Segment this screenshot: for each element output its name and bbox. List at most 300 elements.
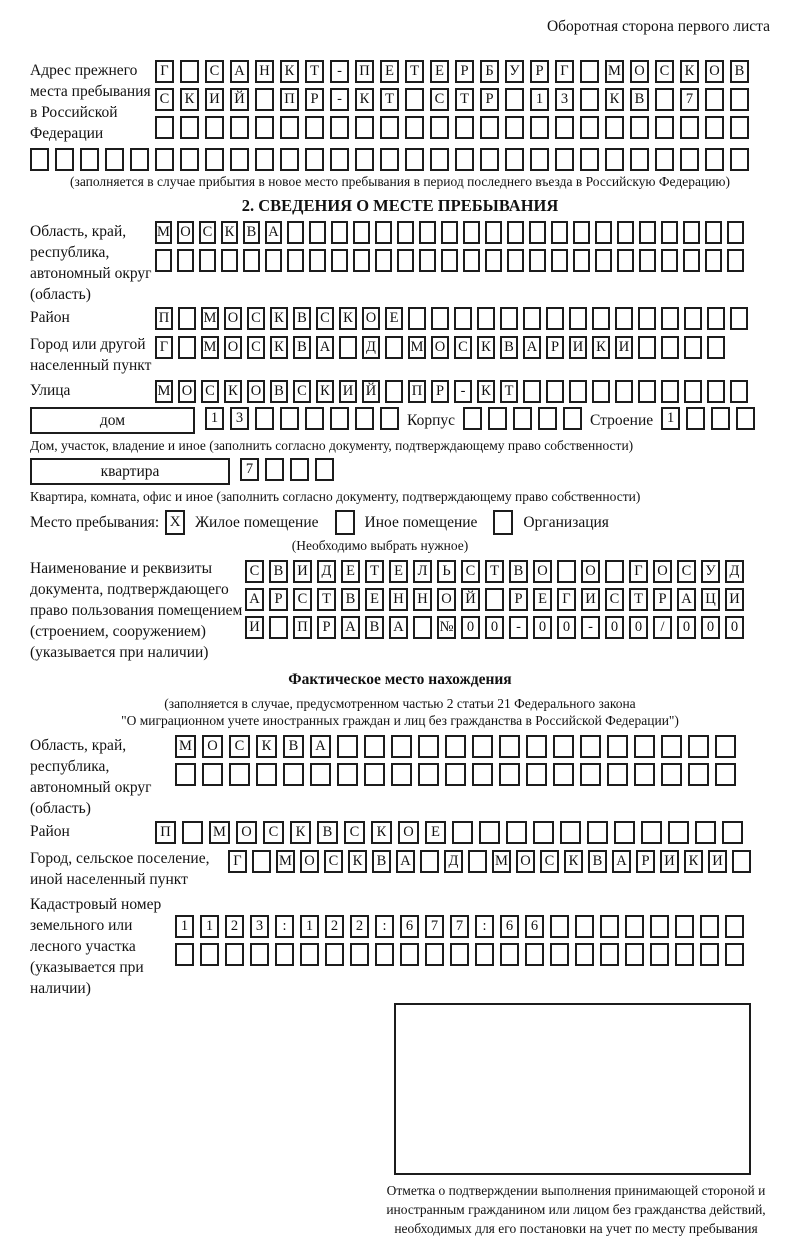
form-cell[interactable] [479, 821, 500, 844]
form-cell[interactable] [563, 407, 582, 430]
form-cell[interactable] [355, 407, 374, 430]
form-cell[interactable] [695, 821, 716, 844]
form-cell[interactable]: С [199, 221, 216, 244]
form-cell[interactable]: В [269, 560, 288, 583]
form-cell[interactable]: А [396, 850, 415, 873]
form-cell[interactable] [688, 763, 709, 786]
form-cell[interactable] [680, 148, 699, 171]
form-cell[interactable] [200, 943, 219, 966]
form-cell[interactable]: П [293, 616, 312, 639]
form-cell[interactable] [683, 249, 700, 272]
form-cell[interactable] [560, 821, 581, 844]
form-cell[interactable] [252, 850, 271, 873]
form-cell[interactable] [305, 116, 324, 139]
form-cell[interactable] [715, 735, 736, 758]
form-cell[interactable]: Т [455, 88, 474, 111]
form-cell[interactable]: С [316, 307, 334, 330]
form-cell[interactable]: О [533, 560, 552, 583]
form-cell[interactable]: 0 [677, 616, 696, 639]
form-cell[interactable] [205, 148, 224, 171]
form-cell[interactable]: Д [317, 560, 336, 583]
form-cell[interactable] [445, 735, 466, 758]
form-cell[interactable] [638, 380, 656, 403]
form-cell[interactable] [419, 221, 436, 244]
form-cell[interactable]: С [605, 588, 624, 611]
form-cell[interactable]: 3 [250, 915, 269, 938]
form-cell[interactable] [705, 116, 724, 139]
form-cell[interactable]: П [408, 380, 426, 403]
form-cell[interactable] [178, 336, 196, 359]
form-cell[interactable]: Р [305, 88, 324, 111]
form-cell[interactable] [385, 380, 403, 403]
form-cell[interactable] [625, 943, 644, 966]
form-cell[interactable] [255, 407, 274, 430]
form-cell[interactable] [375, 221, 392, 244]
form-cell[interactable]: И [581, 588, 600, 611]
form-cell[interactable]: П [280, 88, 299, 111]
form-cell[interactable] [569, 307, 587, 330]
form-cell[interactable]: - [330, 88, 349, 111]
form-cell[interactable]: А [523, 336, 541, 359]
form-cell[interactable]: 3 [230, 407, 249, 430]
form-cell[interactable] [688, 735, 709, 758]
form-cell[interactable]: 7 [450, 915, 469, 938]
form-cell[interactable] [605, 116, 624, 139]
form-cell[interactable] [700, 943, 719, 966]
form-cell[interactable]: 1 [205, 407, 224, 430]
form-cell[interactable] [472, 735, 493, 758]
form-cell[interactable]: 7 [240, 458, 259, 481]
form-cell[interactable]: А [310, 735, 331, 758]
form-cell[interactable] [580, 116, 599, 139]
form-cell[interactable]: А [341, 616, 360, 639]
form-cell[interactable] [526, 763, 547, 786]
form-cell[interactable]: О [516, 850, 535, 873]
form-cell[interactable]: Г [228, 850, 247, 873]
form-cell[interactable]: У [701, 560, 720, 583]
form-cell[interactable]: / [653, 616, 672, 639]
form-cell[interactable] [580, 735, 601, 758]
form-cell[interactable] [283, 763, 304, 786]
form-cell[interactable] [309, 249, 326, 272]
form-cell[interactable]: М [155, 380, 173, 403]
form-cell[interactable]: Е [430, 60, 449, 83]
form-cell[interactable] [705, 148, 724, 171]
form-cell[interactable]: С [245, 560, 264, 583]
form-cell[interactable]: К [224, 380, 242, 403]
form-cell[interactable] [592, 307, 610, 330]
form-cell[interactable] [661, 307, 679, 330]
form-cell[interactable] [650, 915, 669, 938]
form-cell[interactable]: Д [444, 850, 463, 873]
form-cell[interactable]: И [708, 850, 727, 873]
form-cell[interactable] [661, 763, 682, 786]
form-cell[interactable] [280, 148, 299, 171]
form-cell[interactable]: Н [389, 588, 408, 611]
form-cell[interactable] [715, 763, 736, 786]
form-cell[interactable] [397, 221, 414, 244]
form-cell[interactable] [380, 116, 399, 139]
form-cell[interactable] [707, 336, 725, 359]
form-cell[interactable]: Е [425, 821, 446, 844]
form-cell[interactable] [553, 735, 574, 758]
form-cell[interactable] [400, 943, 419, 966]
form-cell[interactable] [655, 148, 674, 171]
form-cell[interactable]: В [270, 380, 288, 403]
form-cell[interactable]: О [581, 560, 600, 583]
form-cell[interactable] [331, 221, 348, 244]
form-cell[interactable]: В [317, 821, 338, 844]
form-cell[interactable]: 0 [485, 616, 504, 639]
form-cell[interactable] [505, 88, 524, 111]
form-cell[interactable]: 0 [557, 616, 576, 639]
form-cell[interactable] [468, 850, 487, 873]
form-cell[interactable] [408, 307, 426, 330]
form-cell[interactable]: И [615, 336, 633, 359]
form-cell[interactable] [600, 915, 619, 938]
form-cell[interactable]: А [677, 588, 696, 611]
form-cell[interactable]: 0 [461, 616, 480, 639]
form-cell[interactable]: И [569, 336, 587, 359]
form-cell[interactable] [391, 735, 412, 758]
form-cell[interactable]: С [540, 850, 559, 873]
form-cell[interactable] [614, 821, 635, 844]
form-cell[interactable] [580, 60, 599, 83]
form-cell[interactable] [269, 616, 288, 639]
form-cell[interactable] [485, 588, 504, 611]
form-cell[interactable] [375, 249, 392, 272]
form-cell[interactable] [684, 336, 702, 359]
form-cell[interactable]: 1 [175, 915, 194, 938]
form-cell[interactable]: В [372, 850, 391, 873]
form-cell[interactable]: Р [636, 850, 655, 873]
form-cell[interactable] [546, 380, 564, 403]
form-cell[interactable]: К [270, 307, 288, 330]
form-cell[interactable] [553, 763, 574, 786]
form-cell[interactable]: Т [365, 560, 384, 583]
form-cell[interactable]: Т [485, 560, 504, 583]
form-cell[interactable]: 1 [661, 407, 680, 430]
form-cell[interactable]: : [375, 915, 394, 938]
form-cell[interactable] [533, 821, 554, 844]
form-cell[interactable] [580, 763, 601, 786]
form-cell[interactable]: 1 [530, 88, 549, 111]
form-cell[interactable]: К [564, 850, 583, 873]
form-cell[interactable]: К [680, 60, 699, 83]
form-cell[interactable]: П [155, 307, 173, 330]
form-cell[interactable]: № [437, 616, 456, 639]
form-cell[interactable] [463, 221, 480, 244]
form-cell[interactable]: Е [365, 588, 384, 611]
form-cell[interactable] [725, 915, 744, 938]
form-cell[interactable] [615, 307, 633, 330]
form-cell[interactable]: О [177, 221, 194, 244]
form-cell[interactable] [256, 763, 277, 786]
form-cell[interactable] [355, 148, 374, 171]
form-cell[interactable] [315, 458, 334, 481]
form-cell[interactable]: С [344, 821, 365, 844]
form-cell[interactable] [202, 763, 223, 786]
form-cell[interactable]: К [339, 307, 357, 330]
form-cell[interactable] [505, 116, 524, 139]
form-cell[interactable]: С [229, 735, 250, 758]
form-cell[interactable]: М [201, 307, 219, 330]
form-cell[interactable] [638, 336, 656, 359]
form-cell[interactable]: Л [413, 560, 432, 583]
form-cell[interactable] [630, 148, 649, 171]
form-cell[interactable] [405, 148, 424, 171]
form-cell[interactable] [575, 915, 594, 938]
form-cell[interactable] [180, 148, 199, 171]
form-cell[interactable]: 0 [701, 616, 720, 639]
form-cell[interactable] [707, 307, 725, 330]
form-cell[interactable] [634, 763, 655, 786]
form-cell[interactable] [617, 221, 634, 244]
form-cell[interactable] [155, 148, 174, 171]
form-cell[interactable]: Г [155, 336, 173, 359]
form-cell[interactable] [546, 307, 564, 330]
form-cell[interactable] [727, 249, 744, 272]
form-cell[interactable]: О [431, 336, 449, 359]
form-cell[interactable] [330, 116, 349, 139]
form-cell[interactable]: И [725, 588, 744, 611]
form-cell[interactable]: К [280, 60, 299, 83]
form-cell[interactable] [330, 407, 349, 430]
form-cell[interactable] [425, 943, 444, 966]
form-cell[interactable] [705, 88, 724, 111]
form-cell[interactable]: О [705, 60, 724, 83]
form-cell[interactable]: А [265, 221, 282, 244]
form-cell[interactable]: 0 [629, 616, 648, 639]
form-cell[interactable] [600, 943, 619, 966]
form-cell[interactable] [250, 943, 269, 966]
form-cell[interactable]: К [592, 336, 610, 359]
form-cell[interactable] [280, 407, 299, 430]
form-cell[interactable] [175, 763, 196, 786]
form-cell[interactable]: В [730, 60, 749, 83]
form-cell[interactable] [595, 221, 612, 244]
form-cell[interactable] [230, 148, 249, 171]
form-cell[interactable]: В [588, 850, 607, 873]
form-cell[interactable] [661, 249, 678, 272]
form-cell[interactable] [275, 943, 294, 966]
form-cell[interactable]: Р [530, 60, 549, 83]
form-cell[interactable] [550, 943, 569, 966]
form-cell[interactable]: 2 [325, 915, 344, 938]
form-cell[interactable] [405, 88, 424, 111]
form-cell[interactable] [385, 336, 403, 359]
form-cell[interactable]: Т [629, 588, 648, 611]
form-cell[interactable]: 6 [525, 915, 544, 938]
form-cell[interactable] [592, 380, 610, 403]
form-cell[interactable] [405, 116, 424, 139]
form-cell[interactable] [337, 735, 358, 758]
form-cell[interactable]: : [475, 915, 494, 938]
form-cell[interactable] [280, 116, 299, 139]
form-cell[interactable] [353, 221, 370, 244]
form-cell[interactable] [580, 88, 599, 111]
form-cell[interactable] [639, 221, 656, 244]
form-cell[interactable]: Д [362, 336, 380, 359]
form-cell[interactable]: К [221, 221, 238, 244]
form-cell[interactable] [686, 407, 705, 430]
form-cell[interactable] [452, 821, 473, 844]
form-cell[interactable]: А [389, 616, 408, 639]
form-cell[interactable] [625, 915, 644, 938]
form-cell[interactable]: О [398, 821, 419, 844]
form-cell[interactable]: И [339, 380, 357, 403]
form-cell[interactable]: - [330, 60, 349, 83]
form-cell[interactable] [507, 249, 524, 272]
form-cell[interactable] [353, 249, 370, 272]
form-cell[interactable] [155, 116, 174, 139]
form-cell[interactable] [485, 249, 502, 272]
form-cell[interactable] [727, 221, 744, 244]
form-cell[interactable]: - [454, 380, 472, 403]
form-cell[interactable] [507, 221, 524, 244]
form-cell[interactable] [485, 221, 502, 244]
form-cell[interactable]: В [283, 735, 304, 758]
form-cell[interactable] [513, 407, 532, 430]
form-cell[interactable]: О [224, 307, 242, 330]
form-cell[interactable]: К [477, 380, 495, 403]
form-cell[interactable] [506, 821, 527, 844]
form-cell[interactable] [730, 148, 749, 171]
form-cell[interactable] [480, 116, 499, 139]
form-cell[interactable]: А [316, 336, 334, 359]
form-cell[interactable]: 2 [350, 915, 369, 938]
form-cell[interactable] [413, 616, 432, 639]
form-cell[interactable] [178, 307, 196, 330]
form-cell[interactable] [529, 221, 546, 244]
form-cell[interactable]: Т [305, 60, 324, 83]
form-cell[interactable] [725, 943, 744, 966]
form-cell[interactable]: Т [500, 380, 518, 403]
form-cell[interactable] [605, 560, 624, 583]
form-cell[interactable] [230, 116, 249, 139]
form-cell[interactable] [538, 407, 557, 430]
form-cell[interactable]: Н [255, 60, 274, 83]
form-cell[interactable]: 0 [605, 616, 624, 639]
form-cell[interactable] [707, 380, 725, 403]
form-cell[interactable] [475, 943, 494, 966]
form-cell[interactable]: Р [317, 616, 336, 639]
form-cell[interactable]: К [256, 735, 277, 758]
form-cell[interactable]: У [505, 60, 524, 83]
form-cell[interactable]: О [224, 336, 242, 359]
form-cell[interactable] [488, 407, 507, 430]
form-cell[interactable] [430, 148, 449, 171]
form-cell[interactable]: В [243, 221, 260, 244]
form-cell[interactable]: В [630, 88, 649, 111]
form-cell[interactable] [580, 148, 599, 171]
form-cell[interactable] [668, 821, 689, 844]
form-cell[interactable] [529, 249, 546, 272]
form-cell[interactable]: В [509, 560, 528, 583]
form-cell[interactable] [55, 148, 74, 171]
form-cell[interactable] [523, 380, 541, 403]
form-cell[interactable] [480, 148, 499, 171]
form-cell[interactable] [441, 249, 458, 272]
form-cell[interactable]: Г [155, 60, 174, 83]
form-cell[interactable]: О [300, 850, 319, 873]
form-cell[interactable] [675, 943, 694, 966]
form-cell[interactable]: М [492, 850, 511, 873]
form-cell[interactable]: В [293, 336, 311, 359]
form-cell[interactable]: П [355, 60, 374, 83]
form-cell[interactable] [130, 148, 149, 171]
form-cell[interactable]: О [362, 307, 380, 330]
form-cell[interactable]: С [247, 307, 265, 330]
form-cell[interactable]: С [461, 560, 480, 583]
form-cell[interactable]: Е [341, 560, 360, 583]
form-cell[interactable] [180, 116, 199, 139]
form-cell[interactable] [375, 943, 394, 966]
form-cell[interactable] [711, 407, 730, 430]
form-cell[interactable]: И [293, 560, 312, 583]
form-cell[interactable] [730, 88, 749, 111]
form-cell[interactable] [639, 249, 656, 272]
form-cell[interactable] [661, 735, 682, 758]
form-cell[interactable]: - [581, 616, 600, 639]
form-cell[interactable] [655, 116, 674, 139]
form-cell[interactable]: О [178, 380, 196, 403]
form-cell[interactable] [705, 221, 722, 244]
form-cell[interactable]: О [236, 821, 257, 844]
form-cell[interactable]: 0 [725, 616, 744, 639]
form-cell[interactable] [499, 763, 520, 786]
form-cell[interactable] [199, 249, 216, 272]
form-cell[interactable] [638, 307, 656, 330]
form-cell[interactable]: 0 [533, 616, 552, 639]
form-cell[interactable]: Г [629, 560, 648, 583]
form-cell[interactable] [380, 148, 399, 171]
form-cell[interactable]: Г [555, 60, 574, 83]
form-cell[interactable] [499, 735, 520, 758]
form-cell[interactable]: Р [480, 88, 499, 111]
form-cell[interactable]: П [155, 821, 176, 844]
form-cell[interactable] [309, 221, 326, 244]
form-cell[interactable]: Б [480, 60, 499, 83]
form-cell[interactable] [705, 249, 722, 272]
form-cell[interactable] [330, 148, 349, 171]
form-cell[interactable] [265, 458, 284, 481]
form-cell[interactable]: Е [380, 60, 399, 83]
form-cell[interactable]: Е [533, 588, 552, 611]
form-cell[interactable] [463, 249, 480, 272]
form-cell[interactable]: В [500, 336, 518, 359]
form-cell[interactable] [557, 560, 576, 583]
form-cell[interactable]: Р [546, 336, 564, 359]
form-cell[interactable] [655, 88, 674, 111]
form-cell[interactable]: О [630, 60, 649, 83]
form-cell[interactable] [105, 148, 124, 171]
form-cell[interactable] [419, 249, 436, 272]
form-cell[interactable]: 7 [680, 88, 699, 111]
form-cell[interactable] [472, 763, 493, 786]
form-cell[interactable]: Р [455, 60, 474, 83]
form-cell[interactable] [180, 60, 199, 83]
form-cell[interactable]: С [454, 336, 472, 359]
form-cell[interactable]: М [201, 336, 219, 359]
form-cell[interactable] [530, 148, 549, 171]
form-cell[interactable] [722, 821, 743, 844]
form-cell[interactable] [650, 943, 669, 966]
form-cell[interactable] [305, 407, 324, 430]
form-cell[interactable]: М [276, 850, 295, 873]
form-cell[interactable]: К [290, 821, 311, 844]
form-cell[interactable]: Т [380, 88, 399, 111]
